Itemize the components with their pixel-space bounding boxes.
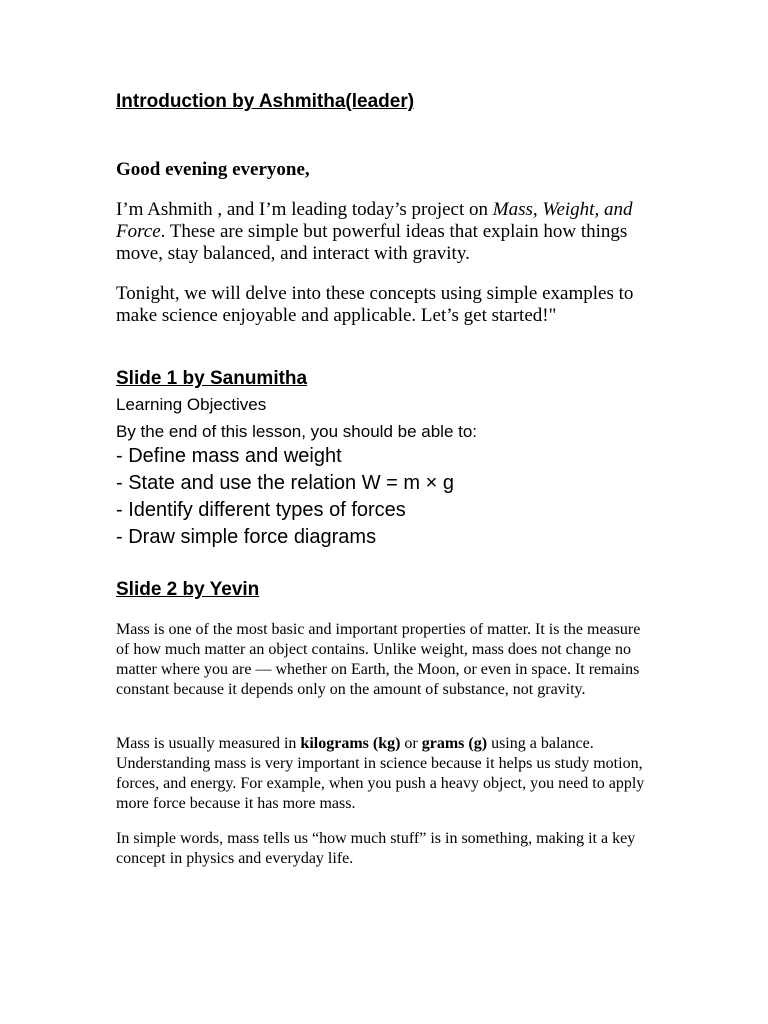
slide2-paragraph-2-end: using a balance. Understanding mass is very important in science because it helps us study motion, forces, and energy. For example, when you push a heavy object, you need to apply more force because it has more mass. bbox=[116, 735, 645, 812]
intro-paragraph-1 bbox=[116, 199, 661, 265]
objective-item: - Identify different types of forces bbox=[116, 499, 406, 521]
slide1-heading: Slide 1 by Sanumitha bbox=[116, 368, 308, 389]
intro-paragraph-2: Tonight, we will delve into these concepts using simple examples to make science enjoyable and applicable. Let’s get started!" bbox=[116, 283, 634, 326]
slide2-paragraph-1: Mass is one of the most basic and important properties of matter. It is the measure of how much matter an object contains. Unlike weight, mass does not change no matter where you are — whether on Earth, the Moon, or even in space. It remains constant because it depends only on the amount of substance, not gravity. bbox=[116, 621, 641, 698]
greeting: Good evening everyone, bbox=[116, 159, 310, 180]
slide1-subtitle: Learning Objectives bbox=[116, 395, 267, 414]
objective-item: - Draw simple force diagrams bbox=[116, 526, 377, 548]
intro-heading: Introduction by Ashmitha(leader) bbox=[116, 91, 415, 112]
intro-paragraph-1-end: . These are simple but powerful ideas that explain how things move, stay balanced, and interact with gravity. bbox=[116, 221, 628, 264]
objective-item: - Define mass and weight bbox=[116, 445, 342, 467]
slide2-paragraph-2-start: Mass is usually measured in bbox=[116, 735, 301, 752]
slide1-intro-line: By the end of this lesson, you should be able to: bbox=[116, 422, 478, 441]
unit-grams: grams (g) bbox=[421, 735, 488, 752]
slide2-paragraph-3: In simple words, mass tells us “how much stuff” is in something, making it a key concept in physics and everyday life. bbox=[116, 830, 636, 867]
slide2-paragraph-2-mid: or bbox=[400, 735, 422, 752]
intro-paragraph-1-start: I’m Ashmith , and I’m leading today’s project on bbox=[116, 199, 493, 220]
unit-kilograms: kilograms (kg) bbox=[300, 735, 401, 752]
slide2-paragraph-2 bbox=[116, 734, 656, 814]
slide2-heading: Slide 2 by Yevin bbox=[116, 579, 260, 600]
intro-paragraph-1-topic: Mass, Weight, and Force bbox=[116, 199, 633, 242]
objective-item: - State and use the relation W = m × g bbox=[116, 472, 454, 494]
